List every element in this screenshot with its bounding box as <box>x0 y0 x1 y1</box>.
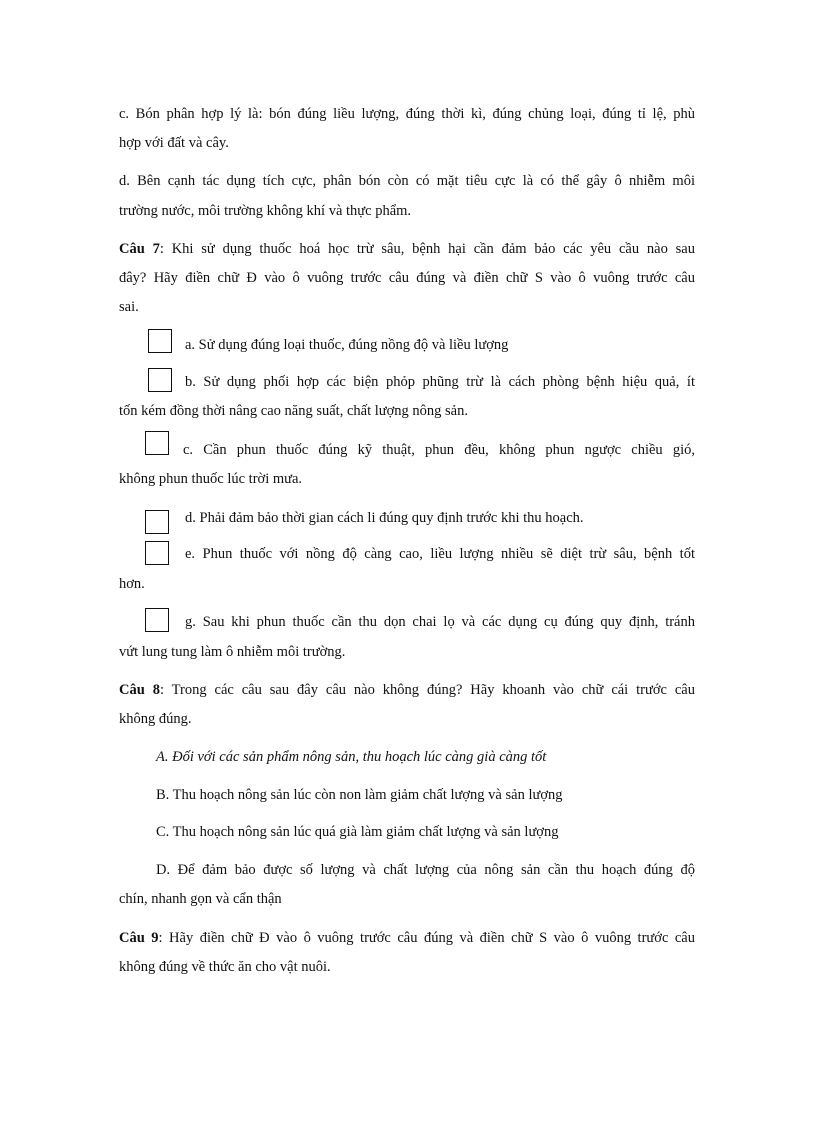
q9-label: Câu 9 <box>119 930 159 946</box>
q8-option-a-text: A. Đối với các sản phẩm nông sản, thu hoạch lúc càng già càng tốt <box>156 749 547 765</box>
q6-option-c-line2: hợp với đất và cây. <box>119 135 229 151</box>
q8-option-d-line2: chín, nhanh gọn và cẩn thận <box>119 891 282 907</box>
q7-option-d: d. Phải đảm bảo thời gian cách li đúng quy định trước khi thu hoạch. <box>185 510 584 526</box>
answer-box-a[interactable] <box>148 329 172 353</box>
q7-option-e-line1: e. Phun thuốc với nồng độ càng cao, liều lượng nhiều sẽ diệt trừ sâu, bệnh tốt <box>185 546 695 562</box>
q7-option-c-line1: c. Cần phun thuốc đúng kỹ thuật, phun đều, không phun ngược chiều gió, <box>183 442 695 458</box>
q9-line1 <box>119 923 695 953</box>
q9-text: : Hãy điền chữ Đ vào ô vuông trước câu đúng và điền chữ S vào ô vuông trước câu <box>158 930 695 946</box>
answer-box-g[interactable] <box>145 608 169 632</box>
q8-line2: không đúng. <box>119 711 192 727</box>
q8-text: : Trong các câu sau đây câu nào không đúng? Hãy khoanh vào chữ cái trước câu <box>159 682 695 698</box>
q7-option-g-line2: vứt lung tung làm ô nhiễm môi trường. <box>119 644 346 660</box>
q8-option-d-line1: D. Để đảm bảo được số lượng và chất lượng của nông sản cần thu hoạch đúng độ <box>156 862 695 878</box>
answer-box-d[interactable] <box>145 510 169 534</box>
q7-line3: sai. <box>119 299 139 315</box>
q9-line2: không đúng về thức ăn cho vật nuôi. <box>119 959 331 975</box>
q7-line1 <box>119 234 695 264</box>
q7-text: : Khi sử dụng thuốc hoá học trừ sâu, bệnh hại cần đảm bảo các yêu cầu nào sau <box>159 241 695 257</box>
q8-option-a <box>156 742 546 772</box>
q8-option-b: B. Thu hoạch nông sản lúc còn non làm giảm chất lượng và sản lượng <box>156 787 563 803</box>
answer-box-c[interactable] <box>145 431 169 455</box>
q8-line1 <box>119 675 695 705</box>
q7-option-c-line2: không phun thuốc lúc trời mưa. <box>119 471 303 487</box>
q8-option-c: C. Thu hoạch nông sản lúc quá già làm giảm chất lượng và sản lượng <box>156 824 559 840</box>
answer-box-e[interactable] <box>145 541 169 565</box>
q7-label: Câu 7 <box>119 241 160 257</box>
q7-option-b-line1: b. Sử dụng phối hợp các biện phỏp phũng trừ là cách phòng bệnh hiệu quả, ít <box>185 374 695 390</box>
q7-option-a: a. Sử dụng đúng loại thuốc, đúng nồng độ và liều lượng <box>185 337 509 353</box>
q7-option-b-line2: tốn kém đồng thời nâng cao năng suất, chất lượng nông sản. <box>119 403 468 419</box>
q6-option-d-line1: d. Bên cạnh tác dụng tích cực, phân bón còn có mặt tiêu cực là có thể gây ô nhiễm môi <box>119 173 695 189</box>
q7-option-e-line2: hơn. <box>119 576 145 592</box>
q7-line2: đây? Hãy điền chữ Đ vào ô vuông trước câu đúng và điền chữ S vào ô vuông trước câu <box>119 270 695 286</box>
answer-box-b[interactable] <box>148 368 172 392</box>
q8-label: Câu 8 <box>119 682 160 698</box>
q6-option-d-line2: trường nước, môi trường không khí và thực phẩm. <box>119 203 412 219</box>
q7-option-g-line1: g. Sau khi phun thuốc cần thu dọn chai lọ và các dụng cụ đúng quy định, tránh <box>185 614 695 630</box>
q6-option-c-line1: c. Bón phân hợp lý là: bón đúng liều lượng, đúng thời kì, đúng chủng loại, đúng tỉ lệ, phù <box>119 106 695 122</box>
